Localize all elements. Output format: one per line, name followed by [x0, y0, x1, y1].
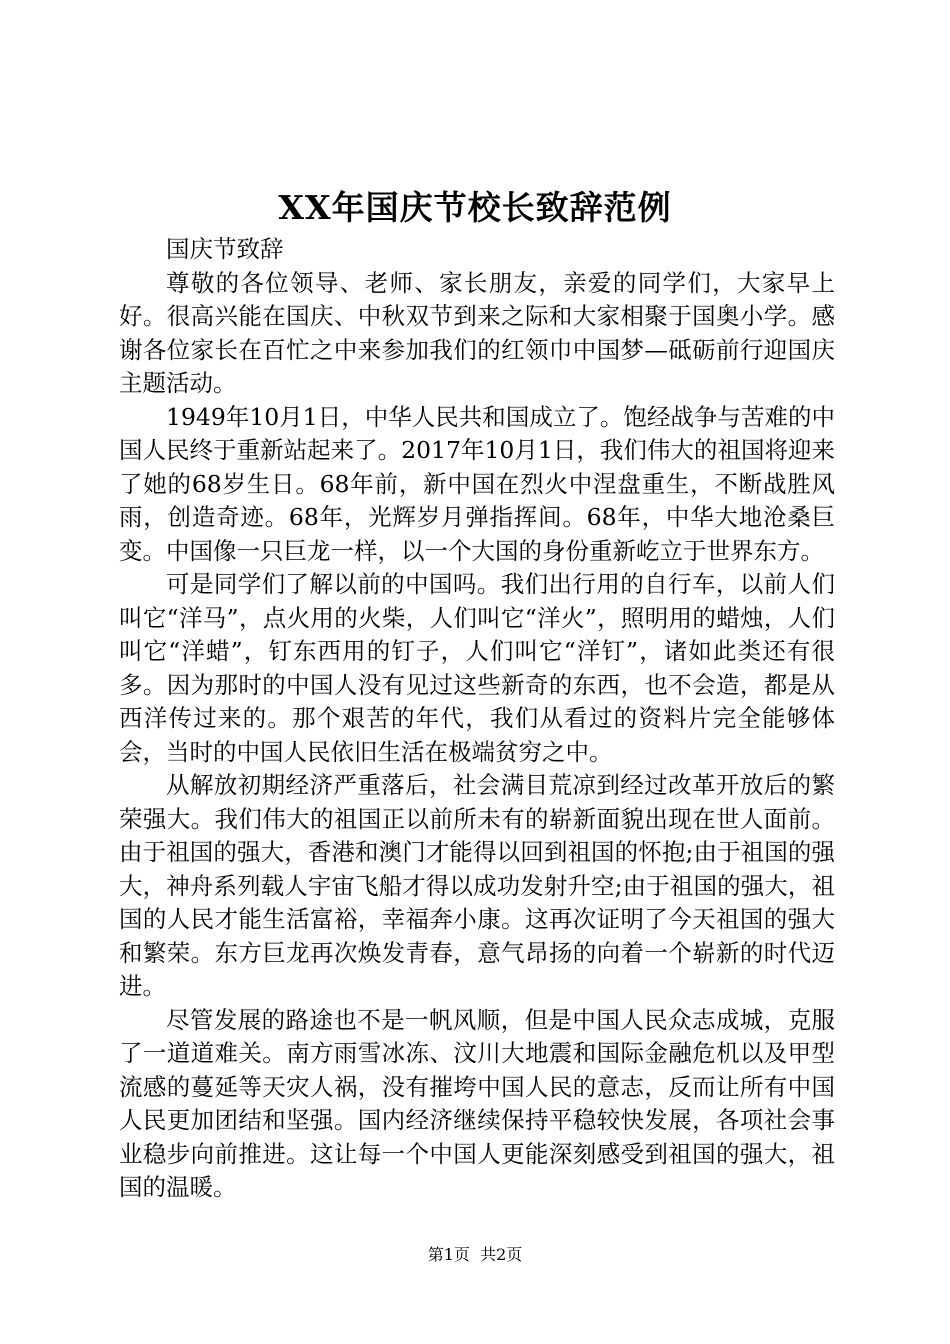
page-footer [0, 1244, 950, 1266]
document-body [119, 233, 835, 1205]
page-total: 共2页 [480, 1245, 523, 1264]
greeting-heading: 国庆节致辞 [166, 235, 284, 263]
paragraph: 从解放初期经济严重落后，社会满目荒凉到经过改革开放后的繁荣强大。我们伟大的祖国正以前所未有的崭新面貌出现在世人面前。由于祖国的强大，香港和澳门才能得以回到祖国的怀抱;由于祖国的强大，神舟系列载人宇宙飞船才得以成功发射升空;由于祖国的强大，祖国的人民才能生活富裕，幸福奔小康。这再次证明了今天祖国的强大和繁荣。东方巨龙再次焕发青春，意气昂扬的向着一个崭新的时代迈进。 [119, 771, 835, 1000]
paragraph: 可是同学们了解以前的中国吗。我们出行用的自行车，以前人们叫它“洋马”，点火用的火柴，人们叫它“洋火”，照明用的蜡烛，人们叫它“洋蜡”，钉东西用的钉子，人们叫它“洋钉”，诸如此类还有很多。因为那时的中国人没有见过这些新奇的东西，也不会造，都是从西洋传过来的。那个艰苦的年代，我们从看过的资料片完全能够体会，当时的中国人民依旧生活在极端贫穷之中。 [119, 570, 835, 766]
document-title: XX年国庆节校长致辞范例 [278, 188, 672, 227]
paragraph: 尊敬的各位领导、老师、家长朋友，亲爱的同学们，大家早上好。很高兴能在国庆、中秋双节到来之际和大家相聚于国奥小学。感谢各位家长在百忙之中来参加我们的红领巾中国梦—砥砺前行迎国庆主题活动。 [119, 268, 835, 397]
paragraph: 1949年10月1日，中华人民共和国成立了。饱经战争与苦难的中国人民终于重新站起来了。2017年10月1日，我们伟大的祖国将迎来了她的68岁生日。68年前，新中国在烈火中涅盘重生，不断战胜风雨，创造奇迹。68年，光辉岁月弹指挥间。68年，中华大地沧桑巨变。中国像一只巨龙一样，以一个大国的身份重新屹立于世界东方。 [119, 402, 835, 565]
page-number: 第1页 [427, 1245, 470, 1264]
paragraph: 尽管发展的路途也不是一帆风顺，但是中国人民众志成城，克服了一道道难关。南方雨雪冰冻、汶川大地震和国际金融危机以及甲型流感的蔓延等天灾人祸，没有摧垮中国人民的意志，反而让所有中国人民更加团结和坚强。国内经济继续保持平稳较快发展，各项社会事业稳步向前推进。这让每一个中国人更能深刻感受到祖国的强大，祖国的温暖。 [119, 1005, 835, 1201]
